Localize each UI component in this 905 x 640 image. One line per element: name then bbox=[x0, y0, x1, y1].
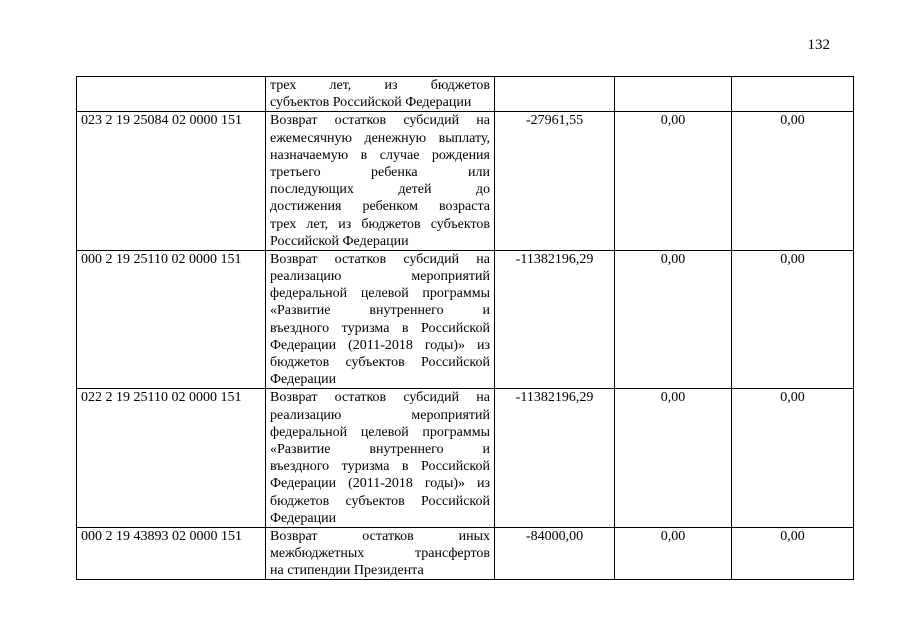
description-cell bbox=[266, 77, 495, 112]
description-line: ежемесячную денежную выплату, bbox=[270, 130, 490, 146]
description-line: Федерации (2011-2018 годы)» из bbox=[270, 476, 490, 492]
description-line: реализацию мероприятий bbox=[270, 407, 490, 423]
description-line: бюджетов субъектов Российской bbox=[270, 493, 490, 509]
description-line: Федерации (2011-2018 годы)» из bbox=[270, 337, 490, 353]
value-cell-col4: 0,00 bbox=[615, 250, 732, 389]
value-cell-col4: 0,00 bbox=[615, 112, 732, 251]
description-line: субъектов Российской Федерации bbox=[270, 95, 472, 111]
description-line: реализацию мероприятий bbox=[270, 269, 490, 285]
description-line: Возврат остатков субсидий на bbox=[270, 390, 490, 406]
budget-code-cell: 022 2 19 25110 02 0000 151 bbox=[77, 389, 266, 528]
table-row bbox=[77, 112, 854, 251]
table-row bbox=[77, 389, 854, 528]
description-line: федеральной целевой программы bbox=[270, 286, 490, 302]
budget-code-cell: 000 2 19 43893 02 0000 151 bbox=[77, 527, 266, 580]
description-line: межбюджетных трансфертов bbox=[270, 546, 490, 562]
amount-cell: -27961,55 bbox=[495, 112, 615, 251]
description-line: трех лет, из бюджетов bbox=[270, 78, 490, 93]
description-line: Возврат остатков субсидий на bbox=[270, 251, 490, 267]
budget-code-cell: 000 2 19 25110 02 0000 151 bbox=[77, 250, 266, 389]
description-line: «Развитие внутреннего и bbox=[270, 303, 490, 319]
value-cell-col5: 0,00 bbox=[732, 389, 854, 528]
description-line: «Развитие внутреннего и bbox=[270, 441, 490, 457]
table-row bbox=[77, 77, 854, 112]
description-line: бюджетов субъектов Российской bbox=[270, 355, 490, 370]
description-cell bbox=[266, 527, 495, 580]
table-row bbox=[77, 250, 854, 389]
description-line: Федерации bbox=[270, 510, 337, 526]
value-cell-col5: 0,00 bbox=[732, 250, 854, 389]
value-cell-col5 bbox=[732, 77, 854, 112]
description-line: достижения ребенком возраста bbox=[270, 199, 490, 215]
value-cell-col5: 0,00 bbox=[732, 112, 854, 251]
page-number: 132 bbox=[807, 37, 830, 53]
value-cell-col4: 0,00 bbox=[615, 527, 732, 580]
amount-cell: -11382196,29 bbox=[495, 389, 615, 528]
description-line: въездного туризма в Российской bbox=[270, 320, 490, 336]
table-row bbox=[77, 527, 854, 580]
description-line: последующих детей до bbox=[270, 182, 490, 198]
budget-code-cell bbox=[77, 77, 266, 112]
description-line: трех лет, из бюджетов субъектов bbox=[270, 216, 490, 232]
description-line: назначаемую в случае рождения bbox=[270, 147, 490, 163]
amount-cell bbox=[495, 77, 615, 112]
description-cell bbox=[266, 112, 495, 251]
budget-table-body bbox=[77, 77, 854, 580]
description-line: на стипендии Президента bbox=[270, 563, 424, 579]
value-cell-col5: 0,00 bbox=[732, 527, 854, 580]
description-line: Российской Федерации bbox=[270, 233, 409, 249]
description-cell bbox=[266, 250, 495, 389]
description-line: федеральной целевой программы bbox=[270, 424, 490, 440]
description-line: третьего ребенка или bbox=[270, 164, 490, 180]
description-line: Возврат остатков иных bbox=[270, 528, 490, 544]
budget-code-cell: 023 2 19 25084 02 0000 151 bbox=[77, 112, 266, 251]
amount-cell: -11382196,29 bbox=[495, 250, 615, 389]
description-line: Федерации bbox=[270, 372, 337, 388]
value-cell-col4 bbox=[615, 77, 732, 112]
description-line: Возврат остатков субсидий на bbox=[270, 113, 490, 129]
description-cell bbox=[266, 389, 495, 528]
amount-cell: -84000,00 bbox=[495, 527, 615, 580]
description-line: въездного туризма в Российской bbox=[270, 459, 490, 475]
budget-table bbox=[76, 76, 854, 580]
value-cell-col4: 0,00 bbox=[615, 389, 732, 528]
